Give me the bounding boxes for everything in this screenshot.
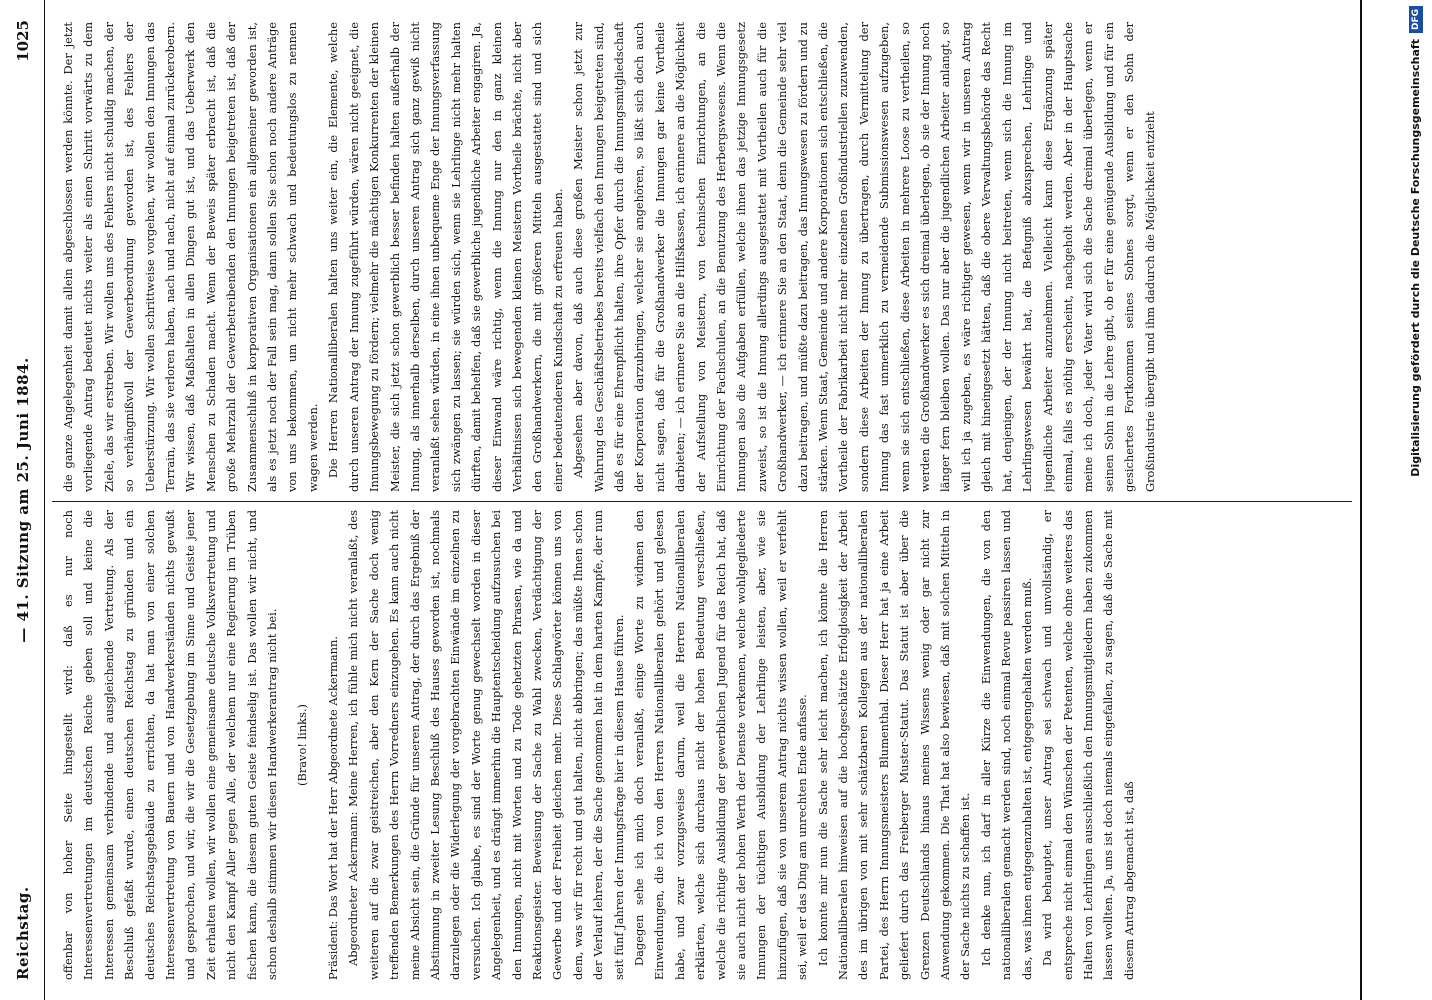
stage-direction: (Bravo! links.)	[295, 704, 310, 786]
left-column	[58, 510, 1348, 980]
paragraph: Abgesehen aber davon, daß auch diese großen Meister schon jetzt zur Wahrung des Geschäftsbetriebes bereits vielfach den Innungen beigetreten sind, daß es für eine Ehrenpflicht halten, ihre Opfer durch die Innungsmitgliedschaft der Korporation darzubringen, welcher sie angehören, so läßt sich doch auch nicht sagen, daß für die Großhandwerker die Innungen gar keine Vortheile darbieten; — ich erinnere Sie an die Hilfskassen, ich erinnere an die Möglichkeit der Aufstellung von Meistern, von technischen Einrichtungen, an die Einrichtung der Fachschulen, an die Benutzung des Herbergswesens. Wenn die Innungen also die Aufgaben erfüllen, welche ihnen das jetzige Innungsgesetz zuweist, so ist die Innung allerdings ausgestattet mit Vortheilen auch für die Großhandwerker, — ich erinnere Sie an den Staat, denn die Gemeinde sehr viel dazu beitragen, und müßte dazu beitragen, das Innungswesen zu fördern und zu stärken. Wenn Staat, Gemeinde und andere Korporationen sich entschließen, die Vortheile der Fabrikarbeit nicht mehr einzelnen Großindustriellen zuzuwenden, sondern diese Arbeiten der Innung zu übertragen, durch Vermittelung der Innung das fast unmerklich zu vermeidende Submissionswesen aufzugeben, wenn sie sich entschließen, diese Arbeiten in mehrere Loose zu vertheilen, so werden die Großhandwerker es sich dreimal überlegen, ob sie der Innung noch länger fern bleiben wollen. Das nur aber die jugendlichen Arbeiter anlangt, so will ich ja zugeben, es wäre richtiger gewesen, wenn wir in unseren Antrag gleich mit hineingesetzt hätten, daß die obere Verwaltungsbehörde das Recht hat, denjenigen, der der Innung nicht beitreten, wenn sich die Innung im Lehrlingswesen bewährt hat, die Befugniß abzusprechen, Lehrlinge und jugendliche Arbeiter anzunehmen. Vielleicht kann diese Ergänzung später einmal, falls es nöthig erscheint, nachgeholt werden. Aber in der Hauptsache meine ich doch, jeder Vater wird sich die Sache dreimal überlegen, wenn er seinen Sohn in die Lehre gibt, ob er für eine genügende Ausbildung und für ein gesichertes Fortkommen seines Sohnes sorgt, wenn er den Sohn der Großindustrie übergibt und ihm dadurch die Möglichkeit entzieht	[571, 22, 1157, 492]
right-column	[58, 22, 1348, 492]
column-divider	[52, 501, 1352, 502]
credit-text: Digitalisierung gefördert durch die Deutsche Forschungsgemeinschaft	[1409, 39, 1422, 477]
paragraph: Die Herren Nationalliberalen halten uns weiter ein, die Elemente, welche durch unseren Antrag der Innung zugeführt würden, wären nicht geeignet, die Innungsbewegung zu fördern; vielmehr die mächtigen Konkurrenten der kleinen Meister, die sich jetzt schon gewerblich besser befinden halten außerhalb der Innung, als innerhalb derselben, durch unseren Antrag sich ganz gewiß nicht veranlaßt sehen würden, in eine ihnen unbequeme Enge der Innungsverfassung sich zwängen zu lassen; sie würden sich, wenn sie Lehrlinge nicht mehr halten dürften, damit behelfen, daß sie gewerbliche jugendliche Arbeiter engagiren. Ja, dieser Einwand wäre richtig, wenn die Innung nur den in ganz kleinen Verhältnissen sich bewegenden kleinen Meistern Vortheile brächte, nicht aber den Großhandwerkern, die mit größeren Mitteln ausgestattet sind und sich einer bedeutenderen Kundschaft zu erfreuen haben.	[326, 22, 565, 492]
paragraph: Ich denke nun, ich darf in aller Kürze die Einwendungen, die von den nationalliberalen gemacht werden sind, noch einmal Revue passiren lassen und das, was ihnen entgegenzuhalten ist, entgegengehalten werden muß.	[978, 510, 1034, 980]
bottom-rule	[1360, 0, 1362, 1000]
paragraph: Abgeordneter Ackermann: Meine Herren, ich fühle mich nicht veranlaßt, des weiteren auf die zwar geistreichen, aber den Kern der Sache doch wenig treffenden Bemerkungen des Herrn Vorredners einzugehen. Es kann auch nicht meine Absicht sein, die Gründe für unseren Antrag, der durch das Ergebniß der Abstimmung in zweiter Lesung Beschluß des Hauses geworden ist, nochmals darzulegen oder die Widerlegung der vorgebrachten Einwände im einzelnen zu versuchen. Ich glaube, es sind der Worte genug gewechselt worden in dieser Angelegenheit, und es drängt immerhin die Hauptentscheidung aufzusuchen bei den Innungen, nicht mit Worten und zu Tode gehetzten Phrasen, wie da und Reaktionsgeister. Beweisung der Sache zu Wahl zwecken, Verdächtigung der Gewerbe und der Freiheit gleichen mehr. Diese Schlagwörter können uns von dem, was wir für recht und gut halten, nicht abbringen; das müßte Ihnen schon der Verlauf lehren, der die Sache genommen hat in dem harten Kampfe, der nun seit fünf Jahren der Innungsfrage hier in diesem Hause führen.	[346, 510, 626, 980]
page-header	[0, 0, 45, 1000]
page-number: 1025	[14, 20, 32, 62]
paragraph: offenbar von hoher Seite hingestellt wird: daß es nur noch Interessenvertretungen im deutschen Reiche geben soll und keine die Interessen gemeinsam verbindende und ausgleichende Vertretung. Als der Beschluß gefaßt wurde, einen deutschen Reichstag zu gründen und ein deutsches Reichstagsgebäude zu errichten, da hat man von einer solchen Interessenvertretung von Bauern und von Handwerkerständen nichts gewußt und gesprochen, und wir, die wir die Gesetzgebung im Sinne und Geiste jener Zeit erhalten wollen, wir wollen eine gemeinsame deutsche Volksvertretung und nicht den Kampf Aller gegen Alle, der welchem nur eine Regierung im Trüben fischen kann, die diesem guten Geiste feindselig ist. Das wollen wir nicht, und schon deshalb stimmen wir diesen Handwerkerantrag nicht bei.	[61, 510, 280, 980]
header-left: Reichstag.	[14, 886, 32, 980]
paragraph: die ganze Angelegenheit damit allein abgeschlossen werden könnte. Der jetzt vorliegende Antrag bedeutet nichts weiter als einen Schritt vorwärts zu dem Ziele, das wir erstreben. Wir wollen uns des Fehlers nicht schuldig machen, der so verhängnißvoll der Gewerbeordnung geworden ist, des Fehlers der Ueberstürzung. Wir wollen schrittweise vorgehen, wir wollen den Innungen das Terrain, das sie verloren haben, nach und nach, nicht auf einmal zurückerobern. Wir wissen, daß Maßhalten in allen Dingen gut ist, und das Ueberwerk den Menschen zu Schaden macht. Wenn der Beweis später erbracht ist, daß die große Mehrzahl der Gewerbetreibenden den Innungen beigetreten ist, daß der Zusammenschluß in korporativen Organisationen ein allgemeiner geworden ist, als es jetzt noch der Fall sein mag, dann sollen Sie schon noch andere Anträge von uns bekommen, um nicht mehr schwach und bedeutungslos zu nennen wagen werden.	[61, 22, 320, 492]
paragraph: Dagegen sehe ich mich doch veranlaßt, einige Worte zu widmen den Einwendungen, die ich von den Herren Nationalliberalen gehört und gelesen habe, und zwar vorzugsweise darum, weil die Herren Nationalliberalen erklärten, welche sich durchaus nicht der hohen Bedeutung verschließen, welche die richtige Ausbildung der gewerblichen Jugend für das Reich hat, daß sie auch nicht der hohen Werth der Dienste verkennen, welche wohlgegliederte Innungen der tüchtigen Ausbildung der Lehrlinge leisten, aber, wie sie hinzufügen, daß sie von unserem Antrag nichts wissen wollen, weil er verfehlt sei, weil er das Ding am unrechten Ende anfasse.	[631, 510, 810, 980]
dfg-logo: DFG	[1409, 6, 1423, 33]
digitization-credit	[1402, 6, 1430, 996]
paragraph: Ich konnte mir nun die Sache sehr leicht machen, ich könnte die Herren Nationalliberalen hinweisen auf die hochgeschätzte Erfolglosigkeit der Arbeit des im übrigen von mit sehr schätzbaren Kollegen aus der nationalliberalen Partei, des Herrn Innungsmeisters Blumenthal. Dieser Herr hat ja eine Arbeit geliefert durch das Freiberger Muster-Statut. Das Statut ist aber über die Grenzen Deutschlands hinaus meines Wissens wenig oder gar nicht zur Anwendung gekommen. Die That hat also bewiesen, daß mit solchen Mitteln in der Sache nichts zu schaffen ist.	[815, 510, 973, 980]
paragraph: Da wird behauptet, unser Antrag sei schwach und unvollständig, er entspreche nicht einmal den Wünschen der Petenten, welche ohne weiteres das Halten von Lehrlingen ausschließlich den Innungsmitgliedern haben zukommen lassen wollten. Ja, uns ist doch niemals eingefallen, zu sagen, daß die Sache mit diesem Antrag abgemacht ist, daß	[1040, 510, 1136, 980]
header-center: — 41. Sitzung am 25. Juni 1884.	[14, 357, 32, 643]
paragraph: Präsident: Das Wort hat der Herr Abgeordnete Ackermann.	[325, 636, 340, 980]
